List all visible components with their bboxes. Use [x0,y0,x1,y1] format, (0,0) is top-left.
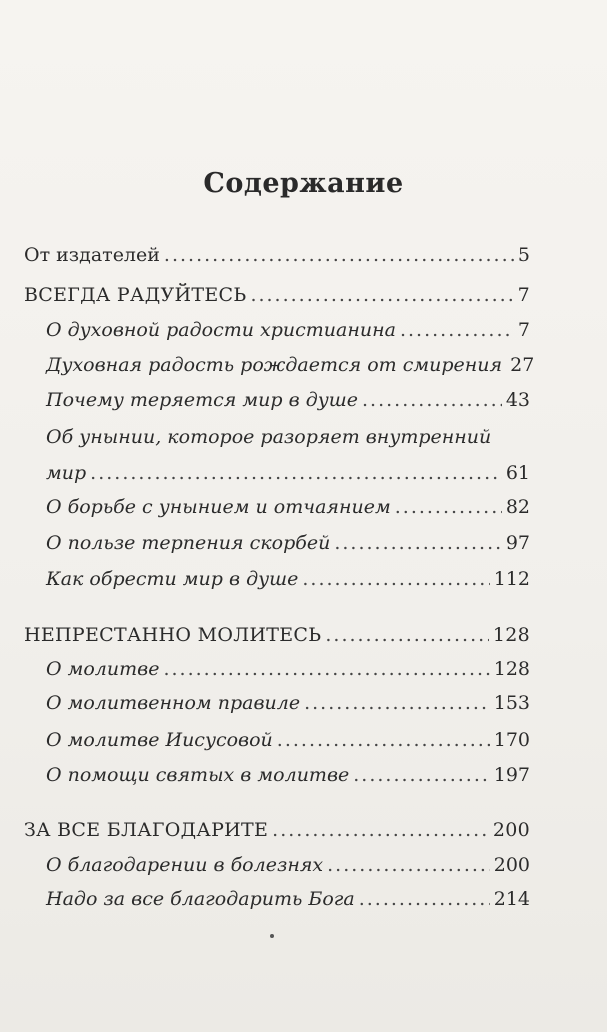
toc-page-number: 43 [505,389,530,411]
toc-entry[interactable] [46,727,530,753]
toc-section-give-thanks[interactable] [24,817,530,843]
dot-leader [250,282,513,308]
toc-page-number: 82 [505,496,530,518]
dot-leader [272,817,489,843]
toc-section-label: ЗА ВСЕ БЛАГОДАРИТЕ [24,819,269,841]
dot-leader [395,494,502,520]
toc-entry-label: О пользе терпения скорбей [46,532,331,554]
toc-entry-label-line1: Об унынии, которое разоряет внутренний [46,426,492,448]
toc-entry-label: Надо за все благодарить Бога [46,888,355,910]
dot-leader [164,242,514,268]
page-title: Содержание [203,168,404,199]
toc-entry-from-publishers[interactable] [24,242,530,268]
toc-entry[interactable] [46,762,530,788]
toc-page-number: 7 [517,319,530,341]
toc-entry[interactable] [46,387,530,413]
toc-page-number: 153 [493,692,530,714]
toc-entry-label: О молитвенном правиле [46,692,301,714]
toc-page-number: 112 [493,568,530,590]
toc-page-number: 200 [492,819,530,841]
toc-page-number: 5 [517,244,530,266]
dot-leader [400,317,514,343]
toc-page-number: 27 [510,354,535,376]
toc-entry[interactable] [46,656,530,682]
toc-entry[interactable] [46,494,530,520]
toc-entry-label: мир [46,462,87,484]
toc-entry-label: О духовной радости христианина [46,319,396,341]
toc-page-number: 97 [505,532,530,554]
toc-entry-label: О помощи святых в молитве [46,764,350,786]
toc-entry[interactable] [46,852,530,878]
toc-entry-label: Как обрести мир в душе [46,568,299,590]
toc-entry[interactable] [46,352,535,378]
dot-leader [304,690,490,716]
toc-section-pray[interactable] [24,622,530,648]
toc-page-number: 197 [493,764,530,786]
toc-page-number: 200 [493,854,530,876]
toc-entry-label: Почему теряется мир в душе [46,389,359,411]
toc-section-rejoice[interactable] [24,282,530,308]
dot-leader [90,460,502,486]
toc-entry-label: О борьбе с унынием и отчаянием [46,496,391,518]
toc-entry[interactable] [46,317,530,343]
dot-leader [325,622,488,648]
toc-page-number: 128 [492,624,530,646]
decorative-dot [270,934,274,938]
toc-entry[interactable] [46,886,530,912]
toc-page-number: 61 [505,462,530,484]
toc-entry[interactable] [46,530,530,556]
toc-entry-label: О молитве Иисусовой [46,729,273,751]
dot-leader [334,530,501,556]
toc-entry[interactable] [46,690,530,716]
toc-entry[interactable] [46,566,530,592]
toc-page-number: 7 [517,284,530,306]
toc-page-number: 214 [493,888,530,910]
dot-leader [359,886,490,912]
toc-page-number: 170 [493,729,530,751]
toc-entry[interactable] [46,460,530,486]
toc-section-label: ВСЕГДА РАДУЙТЕСЬ [24,284,247,306]
toc-entry-label: Духовная радость рождается от смирения [46,354,503,376]
toc-entry-label: О благодарении в болезнях [46,854,324,876]
toc-section-label: НЕПРЕСТАННО МОЛИТЕСЬ [24,624,322,646]
dot-leader [163,656,489,682]
dot-leader [277,727,490,753]
dot-leader [327,852,490,878]
toc-page-number: 128 [493,658,530,680]
dot-leader [362,387,502,413]
toc-entry-label: От издателей [24,244,160,266]
toc-entry-label: О молитве [46,658,160,680]
dot-leader [353,762,489,788]
dot-leader [302,566,489,592]
